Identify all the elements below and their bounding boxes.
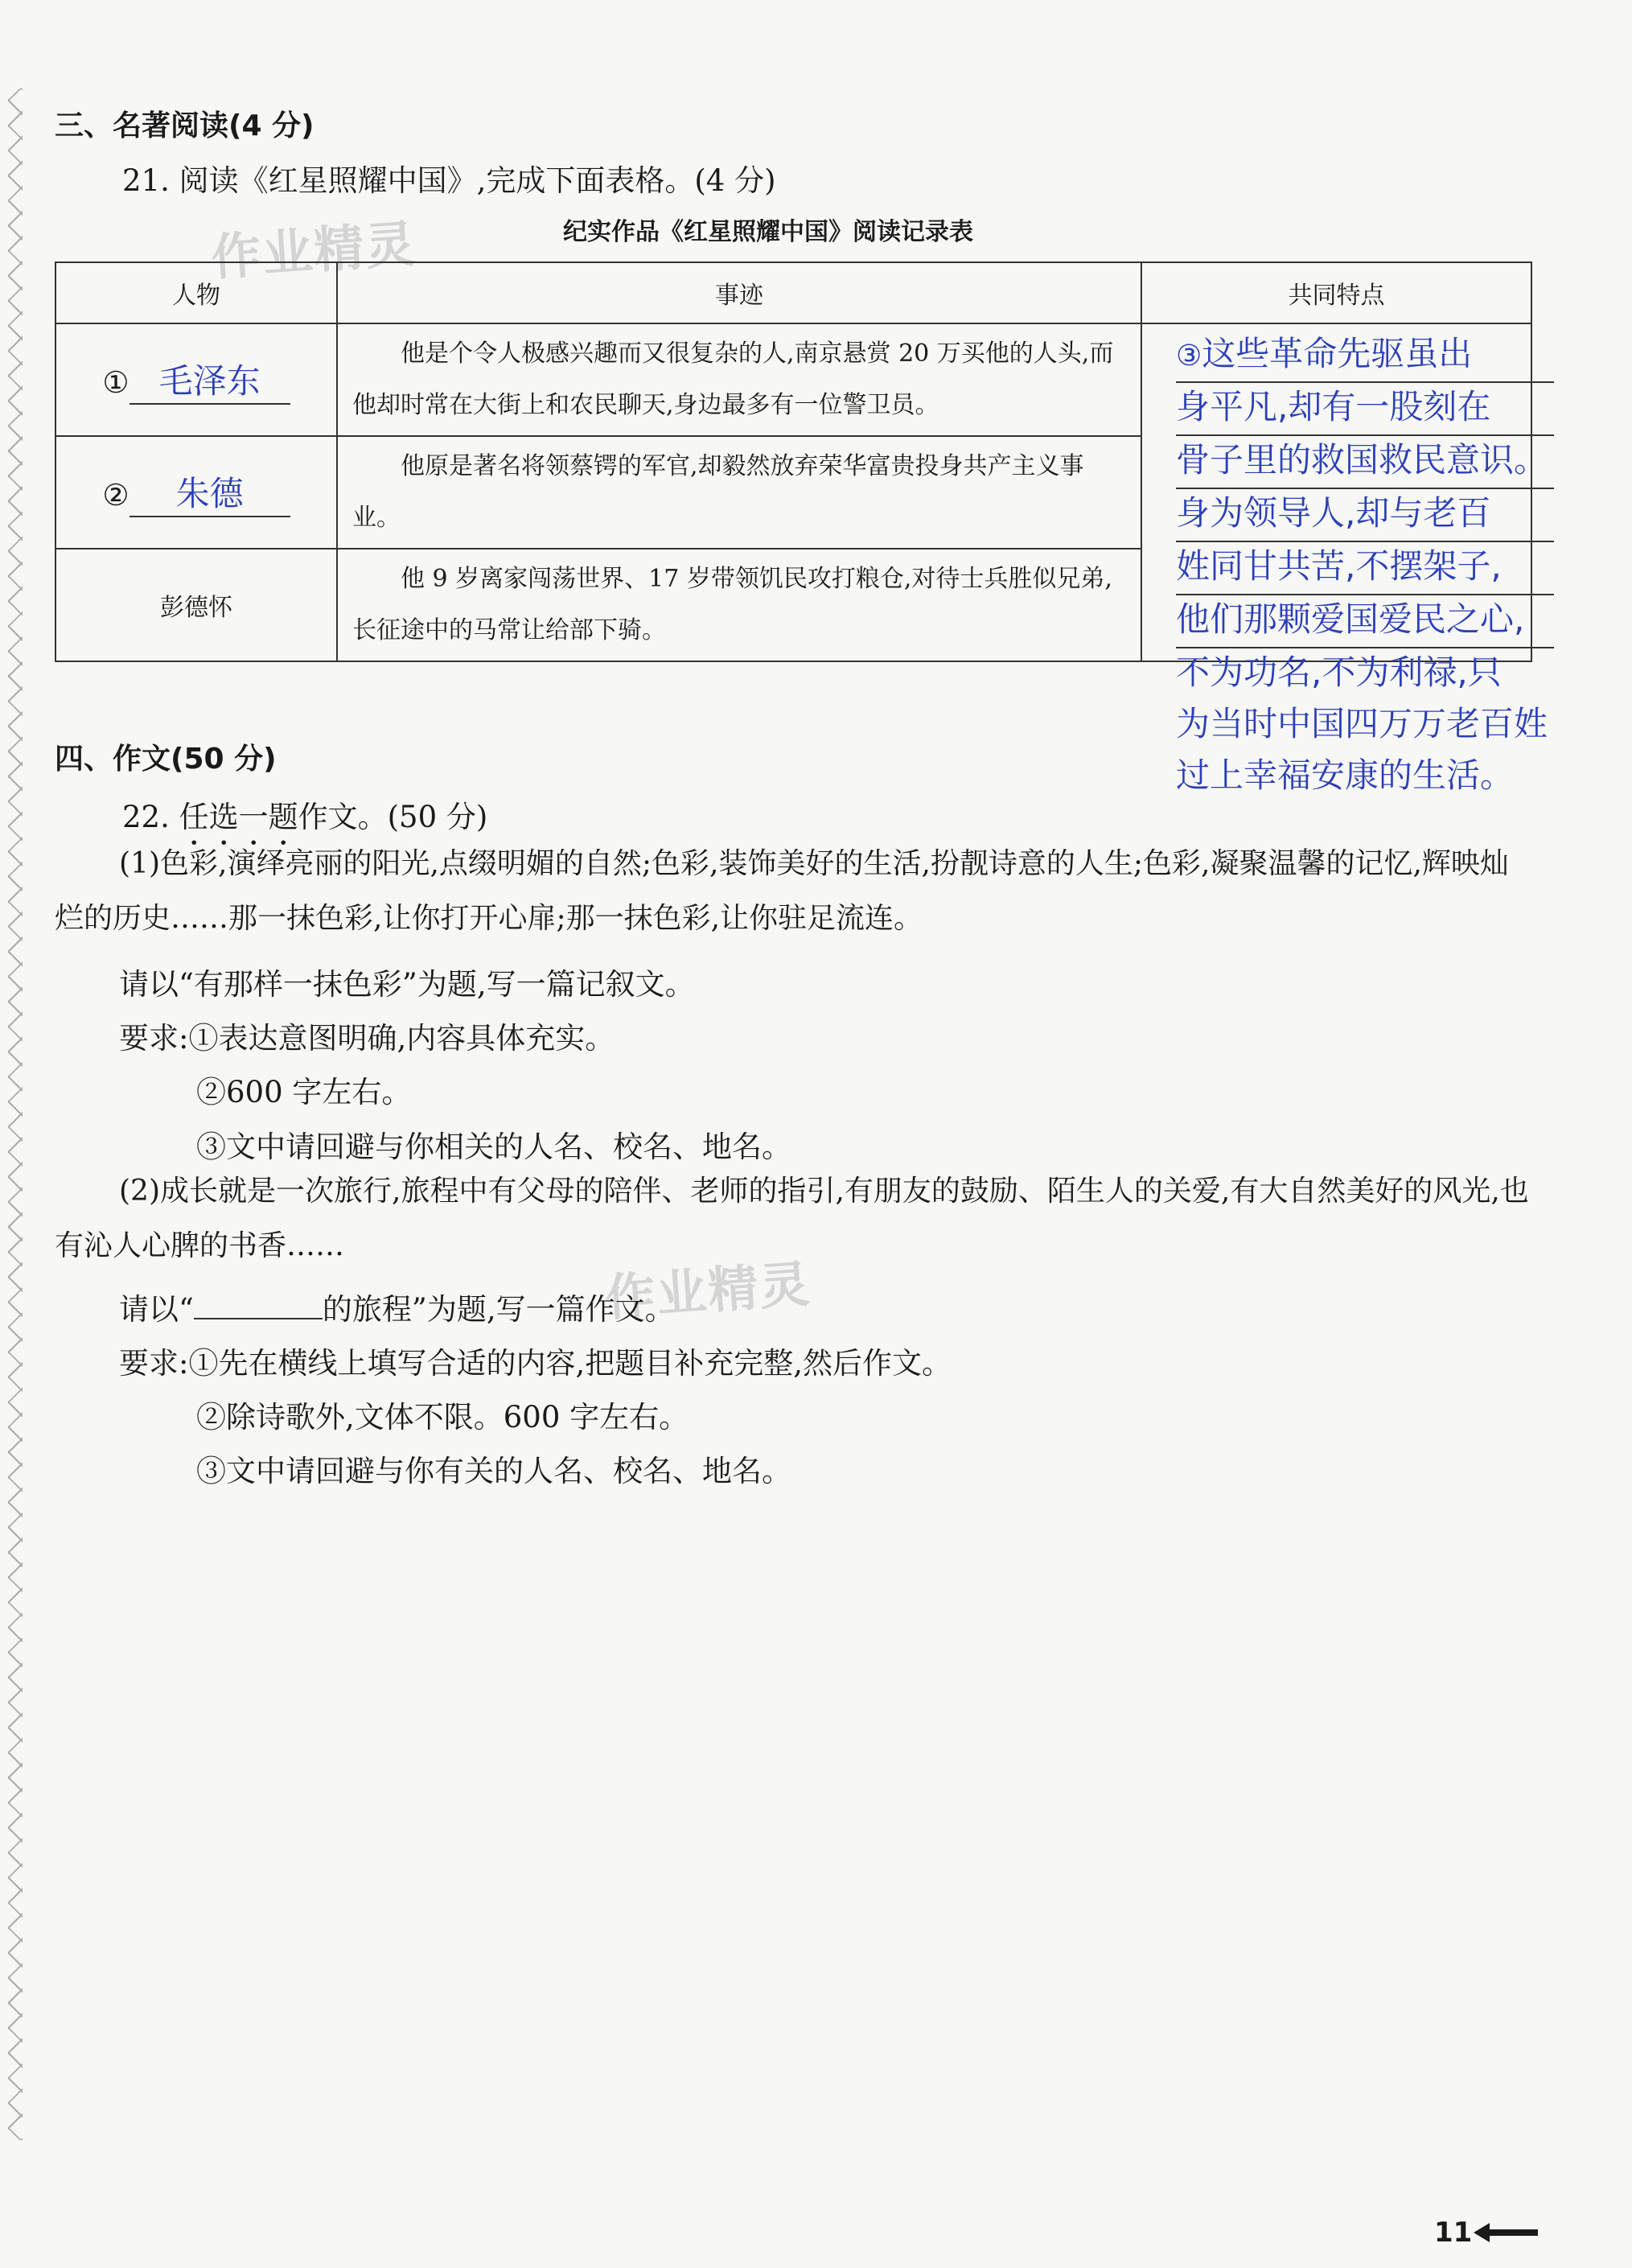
watermark-text: 作业精灵 — [603, 1254, 813, 1327]
trait-line: 不为功名,不为利禄,只 — [1176, 652, 1502, 692]
section-4-title: 四、作文(50 分) — [55, 743, 277, 776]
title-blank-line — [194, 1318, 323, 1319]
binding-edge — [8, 88, 23, 2140]
trait-marker: ③ — [1176, 340, 1202, 373]
question-22-stem: 22. 任选一题作文。(50 分) — [122, 800, 488, 834]
deeds-cell: 他原是著名将领蔡锷的军官,却毅然放弃荣华富贵投身共产主义事业。 — [337, 436, 1141, 549]
trait-line: 过上幸福安康的生活。 — [1176, 755, 1515, 795]
row-marker: ② — [102, 478, 129, 512]
option-2-requirement: ②除诗歌外,文体不限。600 字左右。 — [196, 1400, 689, 1434]
trait-line: 他们那颗爱国爱民之心, — [1176, 595, 1554, 648]
trait-line: 姓同甘共苦,不摆架子, — [1176, 542, 1554, 595]
person-cell — [55, 323, 337, 436]
option-1-requirement: ②600 字左右。 — [196, 1075, 412, 1109]
trait-line: 为当时中国四万万老百姓 — [1176, 704, 1548, 743]
question-21-stem: 21. 阅读《红星照耀中国》,完成下面表格。(4 分) — [122, 163, 776, 198]
trait-line: 身为领导人,却与老百 — [1176, 489, 1554, 542]
option-2-text: (2)成长就是一次旅行,旅程中有父母的陪伴、老师的指引,有朋友的鼓励、陌生人的关爱,有大自然美好的风光,也有沁人心脾的书香…… — [55, 1175, 1529, 1262]
table-title: 纪实作品《红星照耀中国》阅读记录表 — [563, 218, 973, 246]
section-3-title: 三、名著阅读(4 分) — [55, 109, 314, 142]
option-1-prompt: 请以“有那样一抹色彩”为题,写一篇记叙文。 — [119, 967, 695, 1002]
header-deeds: 事迹 — [337, 262, 1141, 323]
header-person: 人物 — [55, 262, 337, 323]
answer-person-2: 朱德 — [129, 467, 290, 517]
handwritten-trait-answer — [1176, 330, 1554, 803]
trait-line: 身平凡,却有一股刻在 — [1176, 383, 1554, 436]
row-marker: ① — [102, 365, 129, 400]
option-2-requirement: 要求:①先在横线上填写合适的内容,把题目补充完整,然后作文。 — [119, 1346, 952, 1381]
deeds-cell: 他是个令人极感兴趣而又很复杂的人,南京悬赏 20 万买他的人头,而他却时常在大街上和农民聊天,身边最多有一位警卫员。 — [337, 323, 1141, 436]
option-1-requirement: 要求:①表达意图明确,内容具体充实。 — [119, 1021, 615, 1056]
emphasis-text: 任选一题 — [179, 800, 298, 834]
option-2-requirement: ③文中请回避与你有关的人名、校名、地名。 — [196, 1454, 791, 1488]
answer-person-1: 毛泽东 — [129, 355, 290, 405]
table-header-row — [55, 262, 1531, 323]
person-cell: 彭德怀 — [55, 549, 337, 661]
trait-line: 骨子里的救国救民意识。 — [1176, 436, 1554, 489]
person-cell — [55, 436, 337, 549]
deeds-cell: 他 9 岁离家闯荡世界、17 岁带领饥民攻打粮仓,对待士兵胜似兄弟,长征途中的马常让给部下骑。 — [337, 549, 1141, 661]
option-1-text: (1)色彩,演绎亮丽的阳光,点缀明媚的自然;色彩,装饰美好的生活,扮靓诗意的人生;色彩,凝聚温馨的记忆,辉映灿烂的历史……那一抹色彩,让你打开心扉;那一抹色彩,让你驻足流连。 — [55, 847, 1509, 935]
page-number: 11 — [1434, 2217, 1473, 2249]
arrow-left-icon — [1474, 2222, 1538, 2243]
option-2-prompt: 请以“ 的旅程”为题,写一篇作文。 — [119, 1292, 675, 1327]
trait-line: ③这些革命先驱虽出 — [1176, 330, 1554, 383]
watermark-text: 作业精灵 — [209, 214, 419, 287]
option-1-requirement: ③文中请回避与你相关的人名、校名、地名。 — [196, 1130, 791, 1164]
header-traits: 共同特点 — [1141, 262, 1531, 323]
